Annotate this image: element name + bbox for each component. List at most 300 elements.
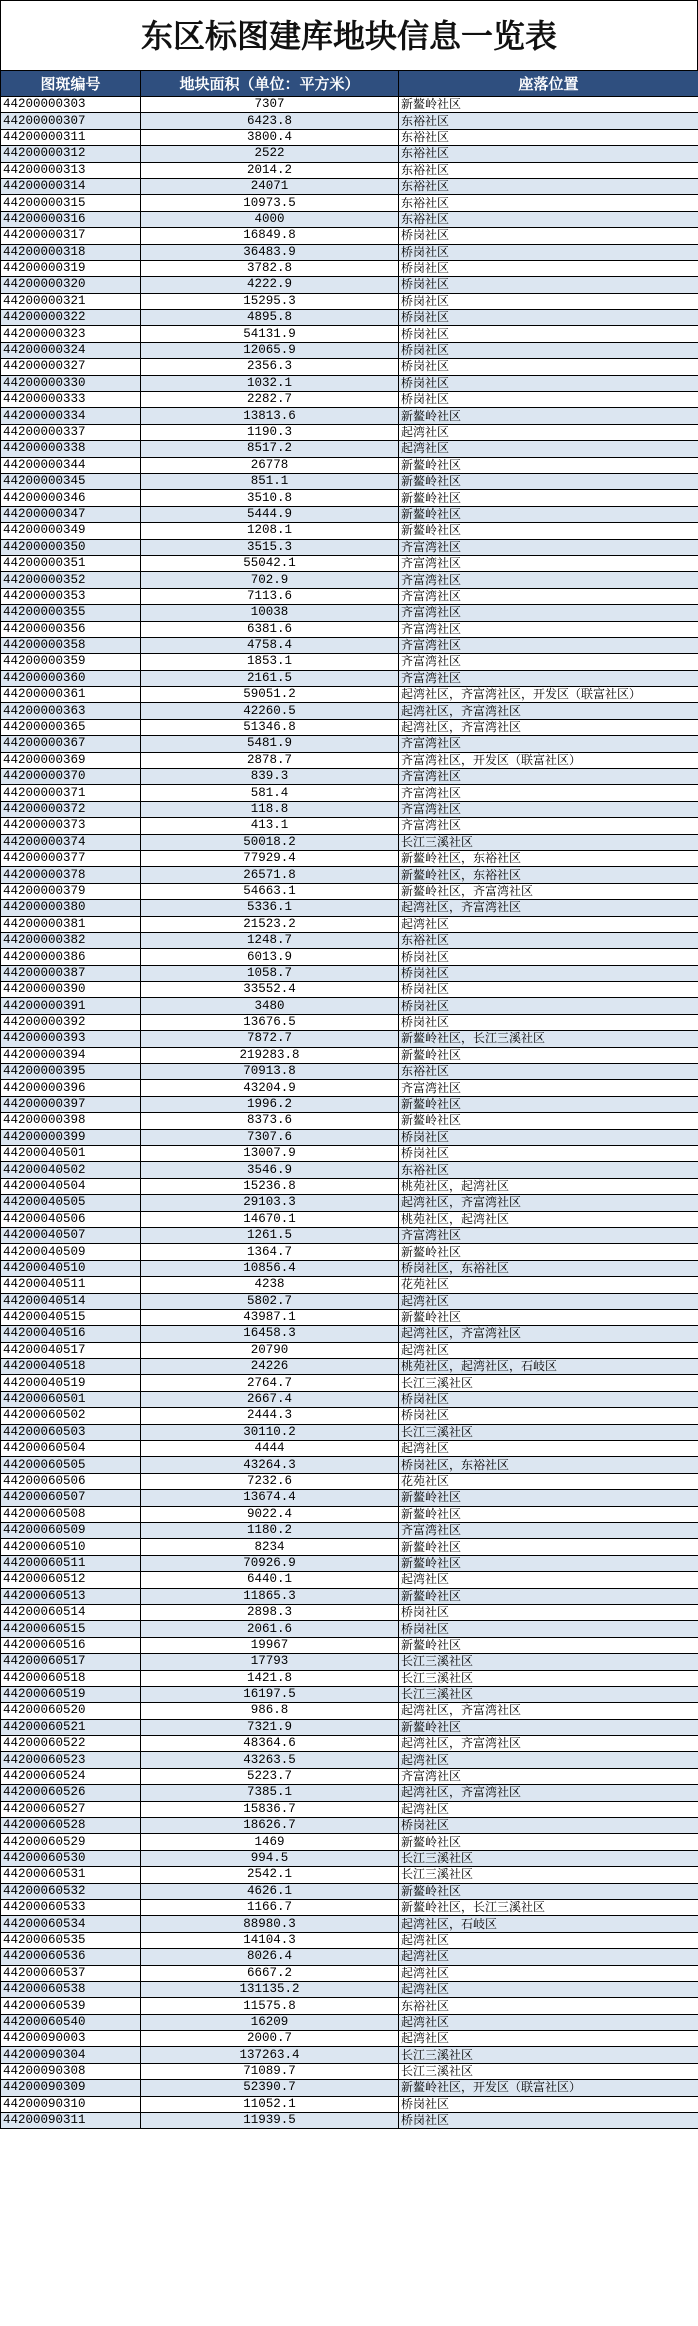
location-cell: 东裕社区 [399,113,698,129]
parcel-id-cell: 44200040510 [1,1260,141,1276]
location-cell: 东裕社区 [399,146,698,162]
table-row [1,490,698,506]
parcel-id-cell: 44200000370 [1,769,141,785]
table-row [1,834,698,850]
area-cell: 13813.6 [141,408,399,424]
area-cell: 2282.7 [141,392,399,408]
parcel-id-cell: 44200040511 [1,1277,141,1293]
area-cell: 1180.2 [141,1522,399,1538]
location-cell: 长江三溪社区 [399,1654,698,1670]
area-cell: 219283.8 [141,1047,399,1063]
parcel-id-cell: 44200000324 [1,342,141,358]
location-cell: 起湾社区 [399,1293,698,1309]
location-cell: 齐富湾社区 [399,1080,698,1096]
parcel-id-cell: 44200000392 [1,1014,141,1030]
location-cell: 新鳌岭社区 [399,1719,698,1735]
table-row [1,752,698,768]
table-row [1,1146,698,1162]
location-cell: 起湾社区 [399,441,698,457]
area-cell: 4238 [141,1277,399,1293]
location-cell: 桥岗社区 [399,2113,698,2129]
location-cell: 新鳌岭社区 [399,473,698,489]
area-cell: 1190.3 [141,424,399,440]
location-cell: 齐富湾社区，开发区（联富社区） [399,752,698,768]
parcel-id-cell: 44200060510 [1,1539,141,1555]
table-row [1,883,698,899]
table-row [1,342,698,358]
area-cell: 55042.1 [141,555,399,571]
parcel-id-cell: 44200000358 [1,637,141,653]
parcel-id-cell: 44200040506 [1,1211,141,1227]
table-row [1,1260,698,1276]
area-cell: 7872.7 [141,1031,399,1047]
area-cell: 11052.1 [141,2096,399,2112]
area-cell: 3782.8 [141,260,399,276]
parcel-id-cell: 44200000380 [1,900,141,916]
table-row [1,998,698,1014]
parcel-id-cell: 44200060506 [1,1473,141,1489]
table-row [1,654,698,670]
table-row [1,1326,698,1342]
area-cell: 12065.9 [141,342,399,358]
area-cell: 54131.9 [141,326,399,342]
location-cell: 起湾社区，齐富湾社区，开发区（联富社区） [399,687,698,703]
table-row [1,670,698,686]
location-cell: 齐富湾社区 [399,572,698,588]
table-row [1,818,698,834]
table-row [1,1309,698,1325]
location-cell: 齐富湾社区 [399,736,698,752]
parcel-table [0,70,698,2129]
location-cell: 桥岗社区 [399,1621,698,1637]
area-cell: 8234 [141,1539,399,1555]
area-cell: 13007.9 [141,1146,399,1162]
parcel-id-cell: 44200060521 [1,1719,141,1735]
table-row [1,1211,698,1227]
location-cell: 长江三溪社区 [399,2063,698,2079]
table-row [1,1457,698,1473]
parcel-id-cell: 44200000381 [1,916,141,932]
area-cell: 16458.3 [141,1326,399,1342]
location-cell: 齐富湾社区 [399,1522,698,1538]
table-row [1,260,698,276]
table-row [1,1981,698,1997]
location-cell: 起湾社区 [399,1981,698,1997]
location-cell: 桥岗社区 [399,375,698,391]
parcel-id-cell: 44200000382 [1,932,141,948]
parcel-id-cell: 44200060527 [1,1801,141,1817]
table-row [1,1555,698,1571]
location-cell: 起湾社区 [399,424,698,440]
location-cell: 起湾社区，齐富湾社区 [399,1703,698,1719]
parcel-id-cell: 44200060516 [1,1637,141,1653]
parcel-id-cell: 44200000312 [1,146,141,162]
parcel-id-cell: 44200000347 [1,506,141,522]
table-row [1,1670,698,1686]
parcel-id-cell: 44200000334 [1,408,141,424]
area-cell: 1853.1 [141,654,399,670]
table-row [1,1899,698,1915]
parcel-id-cell: 44200040504 [1,1178,141,1194]
table-row [1,2096,698,2112]
parcel-id-cell: 44200090311 [1,2113,141,2129]
parcel-id-cell: 44200000313 [1,162,141,178]
location-cell: 东裕社区 [399,1064,698,1080]
table-row [1,1818,698,1834]
area-cell: 15236.8 [141,1178,399,1194]
parcel-id-cell: 44200000321 [1,293,141,309]
area-cell: 1364.7 [141,1244,399,1260]
table-row [1,1178,698,1194]
location-cell: 桥岗社区 [399,293,698,309]
area-cell: 2522 [141,146,399,162]
table-row [1,178,698,194]
area-cell: 4000 [141,211,399,227]
area-cell: 1421.8 [141,1670,399,1686]
location-cell: 起湾社区 [399,916,698,932]
location-cell: 桥岗社区 [399,1604,698,1620]
table-row [1,1916,698,1932]
parcel-id-cell: 44200060517 [1,1654,141,1670]
location-cell: 新鳌岭社区，长江三溪社区 [399,1031,698,1047]
parcel-id-cell: 44200040505 [1,1195,141,1211]
parcel-id-cell: 44200000390 [1,982,141,998]
location-cell: 起湾社区，齐富湾社区 [399,1785,698,1801]
table-row [1,1801,698,1817]
parcel-id-cell: 44200000338 [1,441,141,457]
area-cell: 9022.4 [141,1506,399,1522]
location-cell: 桥岗社区 [399,998,698,1014]
area-cell: 33552.4 [141,982,399,998]
area-cell: 29103.3 [141,1195,399,1211]
location-cell: 桃苑社区，起湾社区，石岐区 [399,1359,698,1375]
table-row [1,1867,698,1883]
table-row [1,1850,698,1866]
area-cell: 8517.2 [141,441,399,457]
table-row [1,1768,698,1784]
table-row [1,1965,698,1981]
table-row [1,2014,698,2030]
parcel-id-cell: 44200060514 [1,1604,141,1620]
table-row [1,1096,698,1112]
location-cell: 新鳌岭社区 [399,523,698,539]
parcel-id-cell: 44200060512 [1,1572,141,1588]
parcel-id-cell: 44200060522 [1,1736,141,1752]
location-cell: 新鳌岭社区，东裕社区 [399,850,698,866]
location-cell: 齐富湾社区 [399,818,698,834]
area-cell: 36483.9 [141,244,399,260]
parcel-id-cell: 44200090308 [1,2063,141,2079]
location-cell: 新鳌岭社区 [399,490,698,506]
location-cell: 桥岗社区 [399,2096,698,2112]
area-cell: 851.1 [141,473,399,489]
parcel-id-cell: 44200060533 [1,1899,141,1915]
area-cell: 4895.8 [141,310,399,326]
area-cell: 994.5 [141,1850,399,1866]
location-cell: 桥岗社区 [399,1408,698,1424]
table-row [1,2031,698,2047]
location-cell: 齐富湾社区 [399,1227,698,1243]
area-cell: 137263.4 [141,2047,399,2063]
parcel-id-cell: 44200000361 [1,687,141,703]
header-row [1,71,698,97]
parcel-id-cell: 44200000378 [1,867,141,883]
table-row [1,310,698,326]
table-row [1,1834,698,1850]
table-row [1,605,698,621]
parcel-id-cell: 44200000391 [1,998,141,1014]
location-cell: 新鳌岭社区 [399,1490,698,1506]
location-cell: 桥岗社区 [399,1129,698,1145]
area-cell: 2444.3 [141,1408,399,1424]
table-row [1,932,698,948]
page-title: 东区标图建库地块信息一览表 [0,0,698,70]
location-cell: 齐富湾社区 [399,539,698,555]
parcel-id-cell: 44200060526 [1,1785,141,1801]
parcel-id-cell: 44200000330 [1,375,141,391]
parcel-id-cell: 44200000352 [1,572,141,588]
parcel-id-cell: 44200000395 [1,1064,141,1080]
area-cell: 2161.5 [141,670,399,686]
header-location: 座落位置 [399,71,698,97]
location-cell: 桥岗社区 [399,1014,698,1030]
location-cell: 长江三溪社区 [399,1375,698,1391]
parcel-id-cell: 44200060535 [1,1932,141,1948]
parcel-id-cell: 44200040501 [1,1146,141,1162]
location-cell: 新鳌岭社区 [399,1047,698,1063]
location-cell: 起湾社区 [399,1801,698,1817]
area-cell: 8026.4 [141,1949,399,1965]
table-row [1,1342,698,1358]
area-cell: 702.9 [141,572,399,588]
area-cell: 2542.1 [141,1867,399,1883]
location-cell: 桥岗社区 [399,1391,698,1407]
table-row [1,1736,698,1752]
parcel-id-cell: 44200040507 [1,1227,141,1243]
parcel-id-cell: 44200000316 [1,211,141,227]
table-row [1,211,698,227]
location-cell: 桥岗社区 [399,310,698,326]
location-cell: 东裕社区 [399,1998,698,2014]
location-cell: 桥岗社区 [399,342,698,358]
parcel-id-cell: 44200000327 [1,359,141,375]
area-cell: 15295.3 [141,293,399,309]
table-row [1,2080,698,2096]
location-cell: 东裕社区 [399,195,698,211]
location-cell: 起湾社区 [399,2014,698,2030]
location-cell: 长江三溪社区 [399,1867,698,1883]
parcel-id-cell: 44200060520 [1,1703,141,1719]
parcel-id-cell: 44200000346 [1,490,141,506]
area-cell: 7307.6 [141,1129,399,1145]
area-cell: 4758.4 [141,637,399,653]
location-cell: 新鳌岭社区 [399,97,698,113]
area-cell: 50018.2 [141,834,399,850]
table-row [1,2063,698,2079]
table-row [1,457,698,473]
area-cell: 59051.2 [141,687,399,703]
location-cell: 新鳌岭社区 [399,1244,698,1260]
location-cell: 起湾社区 [399,1949,698,1965]
area-cell: 19967 [141,1637,399,1653]
table-row [1,228,698,244]
area-cell: 48364.6 [141,1736,399,1752]
area-cell: 7307 [141,97,399,113]
area-cell: 52390.7 [141,2080,399,2096]
table-row [1,1654,698,1670]
table-row [1,129,698,145]
table-row [1,1080,698,1096]
table-row [1,867,698,883]
area-cell: 18626.7 [141,1818,399,1834]
location-cell: 桃苑社区，起湾社区 [399,1211,698,1227]
location-cell: 桥岗社区 [399,326,698,342]
location-cell: 长江三溪社区 [399,2047,698,2063]
area-cell: 581.4 [141,785,399,801]
parcel-id-cell: 44200000371 [1,785,141,801]
parcel-id-cell: 44200060505 [1,1457,141,1473]
table-row [1,555,698,571]
area-cell: 2061.6 [141,1621,399,1637]
location-cell: 桥岗社区 [399,1818,698,1834]
table-row [1,1752,698,1768]
location-cell: 桥岗社区 [399,228,698,244]
parcel-id-cell: 44200090310 [1,2096,141,2112]
location-cell: 起湾社区，齐富湾社区 [399,703,698,719]
location-cell: 长江三溪社区 [399,1424,698,1440]
table-row [1,1506,698,1522]
header-area: 地块面积（单位：平方米） [141,71,399,97]
table-row [1,588,698,604]
location-cell: 齐富湾社区 [399,1768,698,1784]
area-cell: 10856.4 [141,1260,399,1276]
area-cell: 11865.3 [141,1588,399,1604]
table-row [1,1932,698,1948]
table-row [1,113,698,129]
parcel-id-cell: 44200000356 [1,621,141,637]
parcel-id-cell: 44200060538 [1,1981,141,1997]
table-row [1,1424,698,1440]
area-cell: 24071 [141,178,399,194]
table-row [1,1883,698,1899]
parcel-id-cell: 44200000307 [1,113,141,129]
table-row [1,900,698,916]
table-row [1,1785,698,1801]
area-cell: 3480 [141,998,399,1014]
parcel-id-cell: 44200060509 [1,1522,141,1538]
table-row [1,1359,698,1375]
location-cell: 齐富湾社区 [399,670,698,686]
location-cell: 桥岗社区 [399,359,698,375]
area-cell: 5444.9 [141,506,399,522]
location-cell: 长江三溪社区 [399,834,698,850]
table-row [1,1719,698,1735]
table-row [1,392,698,408]
location-cell: 起湾社区 [399,1932,698,1948]
parcel-id-cell: 44200060539 [1,1998,141,2014]
area-cell: 16849.8 [141,228,399,244]
parcel-id-cell: 44200060504 [1,1441,141,1457]
table-row [1,1047,698,1063]
parcel-id-cell: 44200000372 [1,801,141,817]
area-cell: 1058.7 [141,965,399,981]
table-row [1,687,698,703]
table-row [1,1588,698,1604]
area-cell: 5802.7 [141,1293,399,1309]
parcel-id-cell: 44200040517 [1,1342,141,1358]
area-cell: 2898.3 [141,1604,399,1620]
table-row [1,2047,698,2063]
area-cell: 6667.2 [141,1965,399,1981]
parcel-id-cell: 44200000377 [1,850,141,866]
table-row [1,375,698,391]
location-cell: 新鳌岭社区 [399,1096,698,1112]
area-cell: 43204.9 [141,1080,399,1096]
area-cell: 131135.2 [141,1981,399,1997]
table-row [1,1637,698,1653]
table-row [1,523,698,539]
table-row [1,293,698,309]
area-cell: 1261.5 [141,1227,399,1243]
table-row [1,1244,698,1260]
parcel-id-cell: 44200090304 [1,2047,141,2063]
area-cell: 26571.8 [141,867,399,883]
location-cell: 新鳌岭社区 [399,408,698,424]
parcel-id-cell: 44200060508 [1,1506,141,1522]
table-row [1,1441,698,1457]
table-row [1,1293,698,1309]
area-cell: 54663.1 [141,883,399,899]
area-cell: 2764.7 [141,1375,399,1391]
location-cell: 起湾社区 [399,1965,698,1981]
parcel-id-cell: 44200000365 [1,719,141,735]
table-row [1,965,698,981]
table-row [1,2113,698,2129]
location-cell: 齐富湾社区 [399,605,698,621]
location-cell: 新鳌岭社区 [399,1309,698,1325]
table-row [1,1227,698,1243]
location-cell: 桥岗社区 [399,260,698,276]
table-row [1,1949,698,1965]
table-row [1,1998,698,2014]
location-cell: 新鳌岭社区 [399,1834,698,1850]
table-row [1,1113,698,1129]
location-cell: 齐富湾社区 [399,785,698,801]
table-row [1,1473,698,1489]
parcel-id-cell: 44200060536 [1,1949,141,1965]
area-cell: 3510.8 [141,490,399,506]
area-cell: 11939.5 [141,2113,399,2129]
parcel-id-cell: 44200000379 [1,883,141,899]
table-row [1,506,698,522]
location-cell: 齐富湾社区 [399,555,698,571]
location-cell: 新鳌岭社区 [399,506,698,522]
table-row [1,424,698,440]
area-cell: 51346.8 [141,719,399,735]
table-row [1,277,698,293]
location-cell: 齐富湾社区 [399,637,698,653]
location-cell: 花苑社区 [399,1473,698,1489]
table-row [1,719,698,735]
area-cell: 20790 [141,1342,399,1358]
area-cell: 88980.3 [141,1916,399,1932]
location-cell: 新鳌岭社区，开发区（联富社区） [399,2080,698,2096]
parcel-id-cell: 44200090003 [1,2031,141,2047]
area-cell: 1166.7 [141,1899,399,1915]
area-cell: 13676.5 [141,1014,399,1030]
location-cell: 桥岗社区，东裕社区 [399,1260,698,1276]
parcel-id-cell: 44200060519 [1,1686,141,1702]
